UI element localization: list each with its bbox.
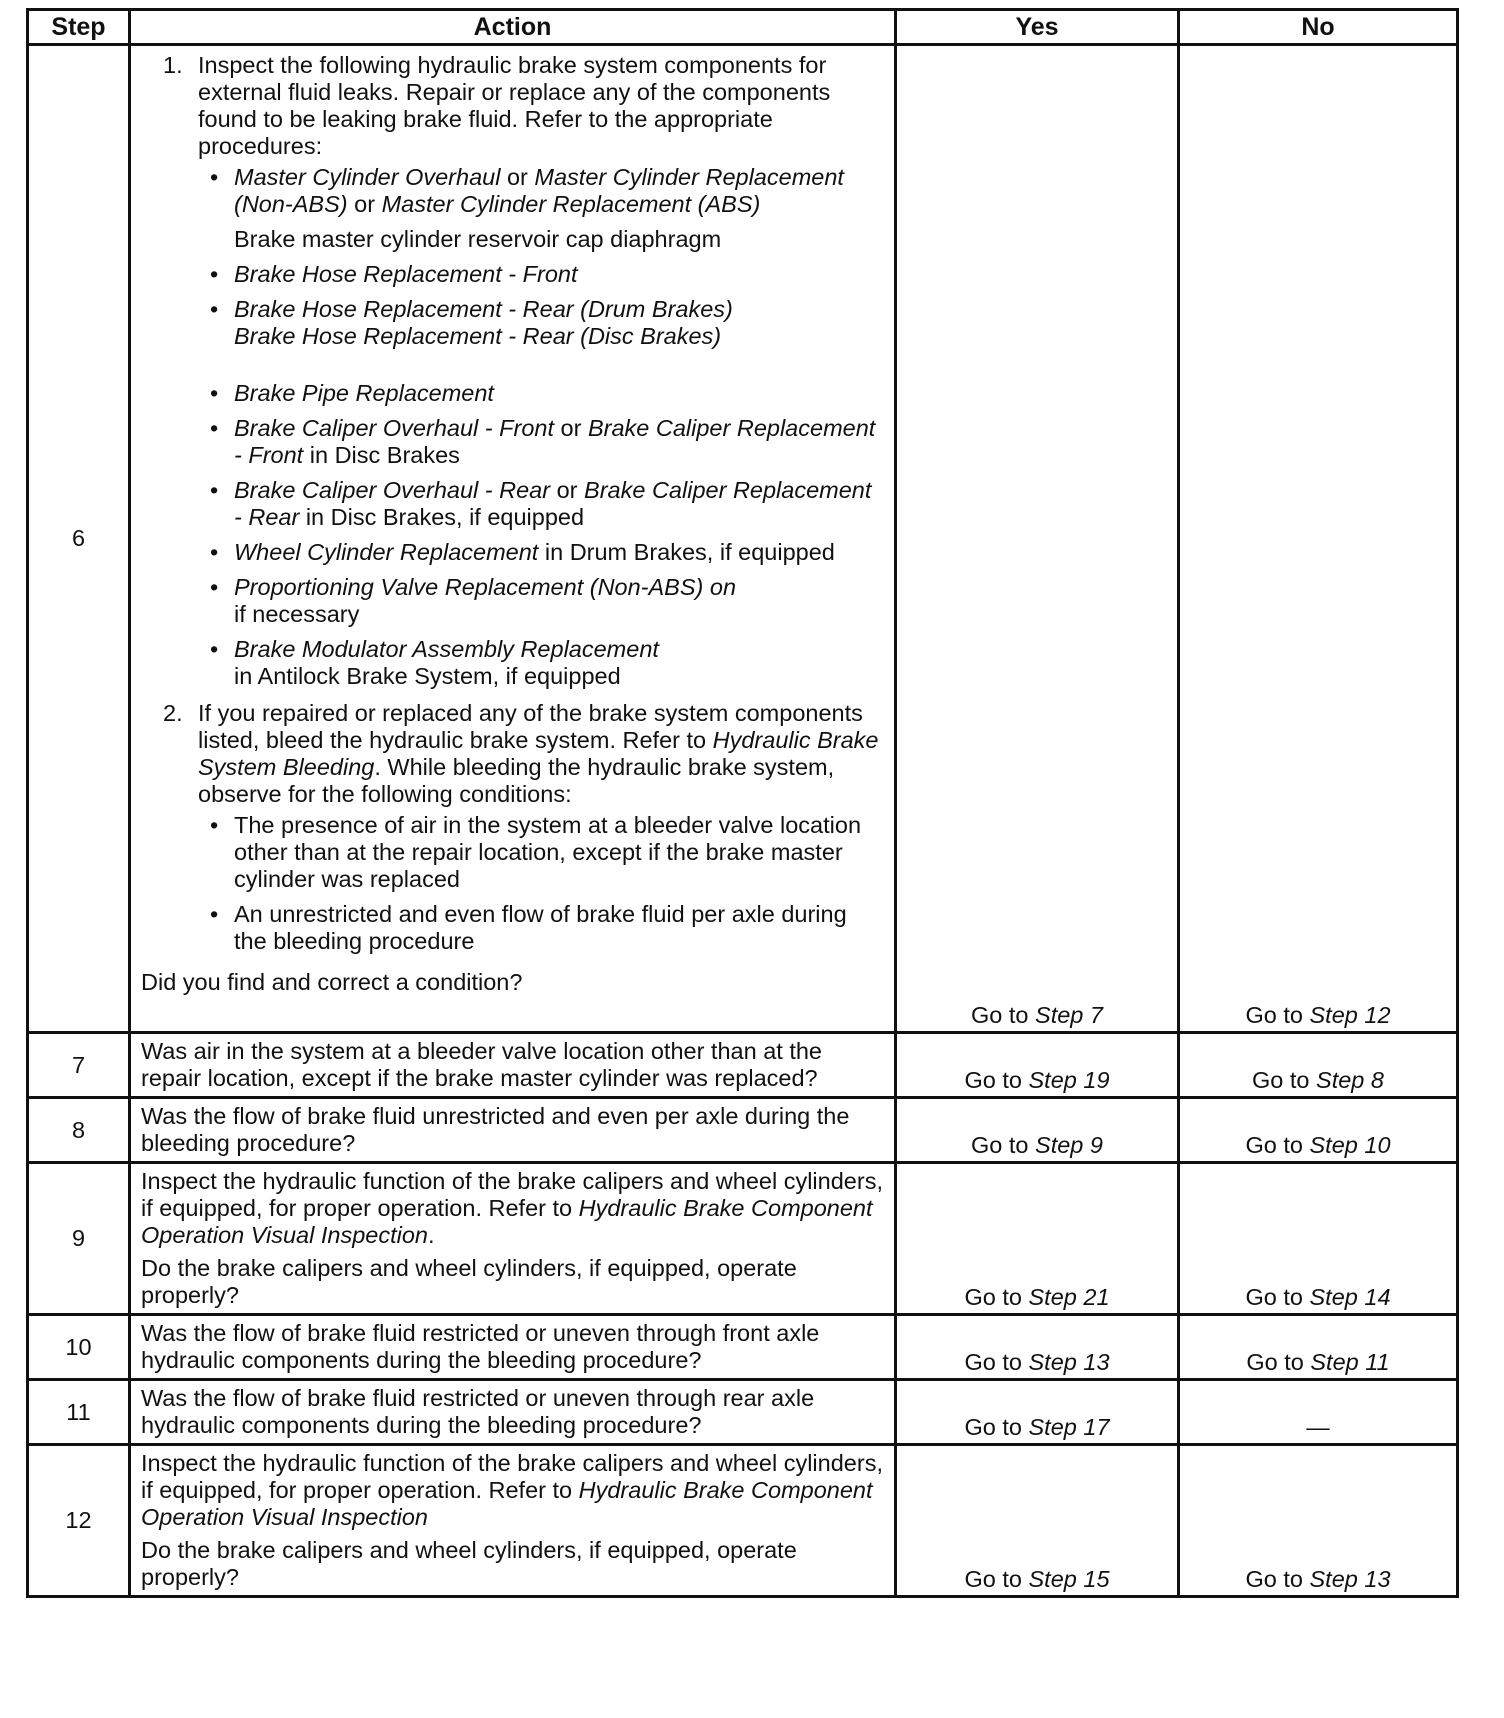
go-to-label: Go to (1245, 1132, 1303, 1158)
item-text-part: If you repaired or replaced any of the brake system components listed, bleed the hydraulic brake system. Refer to (198, 700, 863, 753)
go-to-label: Go to (964, 1414, 1022, 1440)
procedure-ref: Brake Caliper Overhaul - Rear (234, 477, 551, 503)
question-text: Do the brake calipers and wheel cylinders, if equipped, operate properly? (141, 1255, 797, 1308)
connector-text: if necessary (234, 601, 360, 627)
yes-target: Step 7 (1035, 1002, 1103, 1028)
procedure-ref: • Brake Modulator Assembly Replacement (234, 636, 659, 662)
procedure-ref: Wheel Cylinder Replacement (234, 539, 539, 565)
go-to-label: Go to (964, 1284, 1022, 1310)
go-to-label: Go to (1246, 1349, 1304, 1375)
list-item (198, 574, 884, 628)
list-item: • An unrestricted and even flow of brake fluid per axle during the bleeding procedure (198, 901, 884, 955)
no-cell (1179, 1315, 1458, 1380)
procedure-ref: Brake Caliper Overhaul - Front (234, 415, 554, 441)
table-row-step-12 (28, 1445, 1458, 1597)
table-row-step-10 (28, 1315, 1458, 1380)
action-item-2 (163, 700, 884, 963)
connector-text: or (506, 164, 528, 190)
step-number: 8 (28, 1098, 130, 1163)
table-row-step-8 (28, 1098, 1458, 1163)
instruction-text (141, 1168, 884, 1249)
question-text: Was the flow of brake fluid restricted or uneven through front axle hydraulic components during the bleeding procedure? (130, 1315, 896, 1380)
list-item (198, 296, 884, 372)
no-target: Step 8 (1316, 1067, 1384, 1093)
sub-note: Brake master cylinder reservoir cap diaphragm (234, 226, 722, 252)
go-to-label: Go to (964, 1067, 1022, 1093)
no-cell (1179, 1098, 1458, 1163)
procedure-ref: • Brake Hose Replacement - Rear (Drum Brakes) (234, 296, 733, 322)
no-cell (1179, 1033, 1458, 1098)
yes-cell (896, 1033, 1179, 1098)
question-text: Do the brake calipers and wheel cylinders, if equipped, operate properly? (141, 1537, 797, 1590)
table-row-step-6 (28, 45, 1458, 1033)
no-target: Step 14 (1309, 1284, 1391, 1310)
procedure-ref: • Proportioning Valve Replacement (Non-ABS) on (234, 574, 737, 600)
step-number: 11 (28, 1380, 130, 1445)
go-to-label: Go to (964, 1566, 1022, 1592)
step-number: 7 (28, 1033, 130, 1098)
header-row (28, 10, 1458, 45)
connector-text: or (560, 415, 582, 441)
action-cell (130, 1163, 896, 1315)
procedure-ref: Brake Caliper Replacement - Rear (234, 477, 872, 530)
no-cell (1179, 1380, 1458, 1445)
procedure-ref: Hydraulic Brake System Bleeding (198, 727, 879, 780)
procedure-ref: Hydraulic Brake Component Operation Visual Inspection (141, 1477, 873, 1530)
list-item (198, 477, 884, 531)
yes-cell (896, 1098, 1179, 1163)
instruction-part: Inspect the hydraulic function of the brake calipers and wheel cylinders, if equipped, for proper operation. Refer to (141, 1450, 883, 1503)
go-to-label: Go to (971, 1002, 1029, 1028)
instruction-part: . (427, 1222, 435, 1248)
go-to-label: Go to (971, 1132, 1029, 1158)
procedure-ref: Master Cylinder Overhaul (234, 164, 501, 190)
list-item (198, 261, 884, 288)
yes-cell (896, 1163, 1179, 1315)
list-item: • The presence of air in the system at a bleeder valve location other than at the repair location, except if the brake master cylinder was replaced (198, 812, 884, 893)
action-cell (130, 45, 896, 1033)
item-number: 1. (163, 52, 183, 78)
instruction-text (141, 1450, 884, 1531)
yes-target: Step 9 (1035, 1132, 1103, 1158)
no-target: Step 13 (1309, 1566, 1391, 1592)
item-text (198, 700, 884, 808)
diagnostic-table (26, 8, 1459, 1598)
header-action: Action (130, 10, 896, 45)
header-yes: Yes (896, 10, 1179, 45)
yes-target: Step 17 (1028, 1414, 1110, 1440)
yes-cell (896, 45, 1179, 1033)
yes-cell (896, 1380, 1179, 1445)
no-target: Step 10 (1309, 1132, 1391, 1158)
yes-target: Step 13 (1028, 1349, 1110, 1375)
question-text: Did you find and correct a condition? (141, 969, 523, 995)
procedure-ref: Brake Hose Replacement - Rear (Disc Brakes) (234, 323, 722, 349)
question-text: Was the flow of brake fluid unrestricted and even per axle during the bleeding procedure? (130, 1098, 896, 1163)
condition-list (198, 812, 884, 955)
connector-text: in Disc Brakes (309, 442, 460, 468)
procedure-ref: Brake Hose Replacement - Front (234, 261, 578, 287)
list-item (198, 164, 884, 218)
item-text: Inspect the following hydraulic brake system components for external fluid leaks. Repair or replace any of the components found to be leaking brake fluid. Refer to the appropriate procedures: (198, 52, 831, 159)
no-cell (1179, 1163, 1458, 1315)
procedure-ref: Hydraulic Brake Component Operation Visual Inspection (141, 1195, 873, 1248)
connector-text: in Antilock Brake System, if equipped (234, 663, 621, 689)
step-number: 12 (28, 1445, 130, 1597)
table-row-step-9 (28, 1163, 1458, 1315)
list-item (198, 380, 884, 407)
table-row-step-11 (28, 1380, 1458, 1445)
action-cell (130, 1445, 896, 1597)
table-row-step-7 (28, 1033, 1458, 1098)
procedure-ref: Brake Pipe Replacement (234, 380, 494, 406)
yes-target: Step 19 (1028, 1067, 1110, 1093)
list-item (198, 415, 884, 469)
question-text: Was the flow of brake fluid restricted or uneven through rear axle hydraulic components during the bleeding procedure? (130, 1380, 896, 1445)
no-target: Step 11 (1310, 1349, 1390, 1375)
go-to-label: Go to (964, 1349, 1022, 1375)
yes-target: Step 15 (1028, 1566, 1110, 1592)
procedure-ref: Master Cylinder Replacement (Non-ABS) (234, 164, 844, 217)
yes-cell (896, 1315, 1179, 1380)
step-number: 10 (28, 1315, 130, 1380)
go-to-label: Go to (1245, 1002, 1303, 1028)
procedure-list (198, 261, 884, 690)
connector-text: or (556, 477, 578, 503)
connector-text: or (354, 191, 376, 217)
item-text-part: . While bleeding the hydraulic brake system, observe for the following conditions: (198, 754, 835, 807)
procedure-ref: Master Cylinder Replacement (ABS) (381, 191, 761, 217)
action-item-1 (163, 52, 884, 698)
go-to-label: Go to (1252, 1067, 1310, 1093)
go-to-label: Go to (1245, 1566, 1303, 1592)
list-item (198, 539, 884, 566)
connector-text: in Drum Brakes, if equipped (544, 539, 835, 565)
connector-text: in Disc Brakes, if equipped (305, 504, 585, 530)
list-item (198, 636, 884, 690)
no-cell (1179, 45, 1458, 1033)
no-target: Step 12 (1309, 1002, 1391, 1028)
header-step: Step (28, 10, 130, 45)
step-number: 9 (28, 1163, 130, 1315)
no-cell (1179, 1445, 1458, 1597)
procedure-ref: Brake Caliper Replacement - Front (234, 415, 876, 468)
question-text: Was air in the system at a bleeder valve location other than at the repair location, except if the brake master cylinder was replaced? (130, 1033, 896, 1098)
item-number: 2. (163, 700, 183, 726)
procedure-list (198, 164, 884, 218)
yes-cell (896, 1445, 1179, 1597)
header-no: No (1179, 10, 1458, 45)
go-to-label: Go to (1245, 1284, 1303, 1310)
instruction-part: Inspect the hydraulic function of the brake calipers and wheel cylinders, if equipped, for proper operation. Refer to (141, 1168, 883, 1221)
no-target: — (1306, 1414, 1330, 1440)
step-number: 6 (28, 45, 130, 1033)
yes-target: Step 21 (1028, 1284, 1110, 1310)
